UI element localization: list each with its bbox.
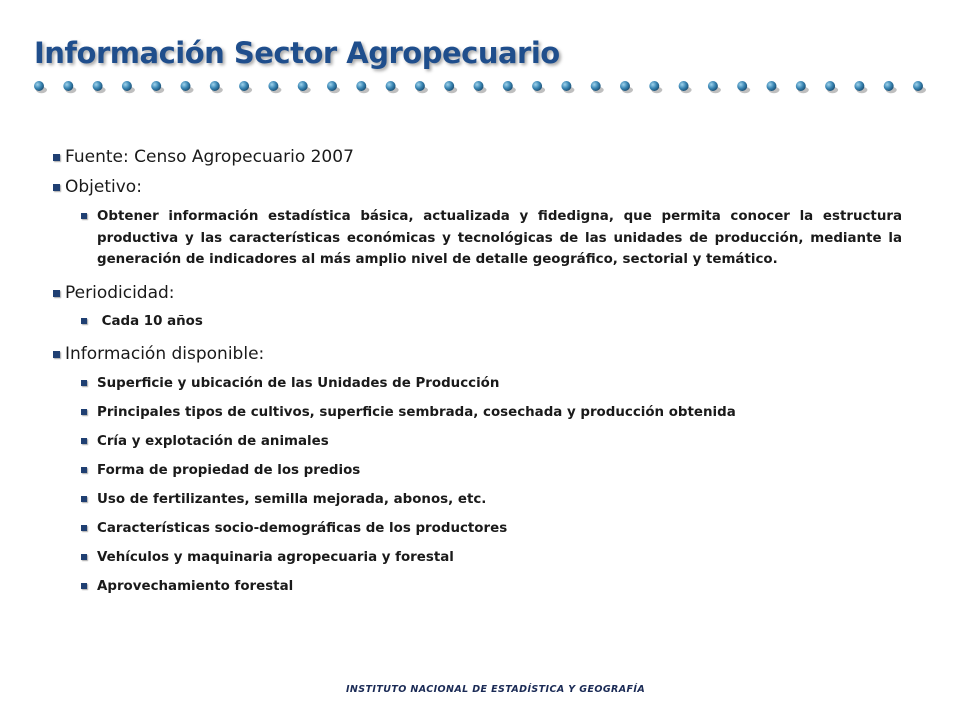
decorative-dot — [620, 81, 630, 91]
objetivo-label: Objetivo: — [65, 177, 142, 197]
bullet-objetivo — [50, 176, 902, 198]
decorative-dot — [825, 81, 835, 91]
decorative-dot — [386, 81, 396, 91]
fuente-text: Fuente: Censo Agropecuario 2007 — [65, 147, 354, 167]
decorative-dot — [591, 81, 601, 91]
bullet-square-icon — [53, 184, 60, 191]
bullet-square-icon — [81, 496, 87, 502]
decorative-dot — [356, 81, 366, 91]
bullet-square-icon — [53, 290, 60, 297]
bullet-square-icon — [53, 351, 60, 358]
decorative-dot — [854, 81, 864, 91]
list-item-text: Uso de fertilizantes, semilla mejorada, abonos, etc. — [97, 492, 487, 507]
list-item — [50, 431, 902, 453]
decorative-dot — [737, 81, 747, 91]
footer-institution-logo — [346, 684, 646, 695]
bullet-square-icon — [81, 525, 87, 531]
decorative-dot — [63, 81, 73, 91]
decorative-dot — [151, 81, 161, 91]
decorative-dot — [474, 81, 484, 91]
list-item — [50, 576, 902, 598]
bullet-square-icon — [81, 380, 87, 386]
bullet-square-icon — [81, 318, 87, 324]
list-item-text: Superficie y ubicación de las Unidades de Producción — [97, 376, 500, 391]
decorative-dot — [708, 81, 718, 91]
decorative-dot — [767, 81, 777, 91]
dot-line-graphic — [30, 77, 940, 99]
decorative-dot — [181, 81, 191, 91]
list-item-text: Principales tipos de cultivos, superficie sembrada, cosechada y producción obtenida — [97, 405, 736, 420]
decorative-dot — [327, 81, 337, 91]
bullet-square-icon — [81, 467, 87, 473]
list-item — [50, 518, 902, 540]
decorative-dot — [268, 81, 278, 91]
periodicidad-label: Periodicidad: — [65, 282, 175, 303]
list-item — [50, 547, 902, 569]
bullet-square-icon — [81, 438, 87, 444]
decorative-dot — [561, 81, 571, 91]
list-item-text: Vehículos y maquinaria agropecuaria y forestal — [97, 550, 454, 565]
bullet-fuente — [50, 146, 902, 168]
list-item-text: Aprovechamiento forestal — [97, 579, 294, 594]
decorative-dot — [503, 81, 513, 91]
list-item — [50, 460, 902, 482]
list-item-text: Forma de propiedad de los predios — [97, 463, 361, 478]
decorative-dot — [796, 81, 806, 91]
decorative-dot — [210, 81, 220, 91]
bullet-square-icon — [81, 213, 87, 219]
slide-title: Información Sector Agropecuario — [34, 36, 560, 70]
decorative-dot — [298, 81, 308, 91]
decorative-dot — [93, 81, 103, 91]
list-item — [50, 402, 902, 424]
informacion-list — [50, 373, 902, 598]
list-item-text: Cría y explotación de animales — [97, 434, 329, 449]
objetivo-text: Obtener información estadística básica, actualizada y fidedigna, que permita conocer la estructura productiva y las características económicas y tecnológicas de las unidades de producción, mediante la generación de indicadores al más amplio nivel de detalle geográfico, sectorial y temático. — [97, 209, 902, 267]
slide-content — [50, 146, 902, 598]
institution-name: INSTITUTO NACIONAL DE ESTADÍSTICA Y GEOGRAFÍA — [346, 684, 646, 695]
bullet-square-icon — [81, 583, 87, 589]
decorative-dot — [415, 81, 425, 91]
bullet-square-icon — [53, 154, 60, 161]
bullet-periodicidad — [50, 282, 902, 304]
list-item — [50, 489, 902, 511]
decorative-dot — [34, 81, 44, 91]
decorative-dot — [884, 81, 894, 91]
list-item-text: Características socio-demográficas de los productores — [97, 521, 508, 536]
decorative-dot — [122, 81, 132, 91]
informacion-label: Información disponible: — [65, 344, 265, 364]
decorative-dot — [649, 81, 659, 91]
bullet-informacion — [50, 343, 902, 365]
periodicidad-detail — [50, 311, 902, 333]
decorative-dot-line — [30, 77, 940, 99]
list-item — [50, 373, 902, 395]
decorative-dot — [913, 81, 923, 91]
periodicidad-text: Cada 10 años — [97, 313, 203, 329]
decorative-dot — [532, 81, 542, 91]
objetivo-detail — [50, 206, 902, 271]
decorative-dot — [679, 81, 689, 91]
bullet-square-icon — [81, 554, 87, 560]
decorative-dot — [444, 81, 454, 91]
decorative-dot — [239, 81, 249, 91]
bullet-square-icon — [81, 409, 87, 415]
